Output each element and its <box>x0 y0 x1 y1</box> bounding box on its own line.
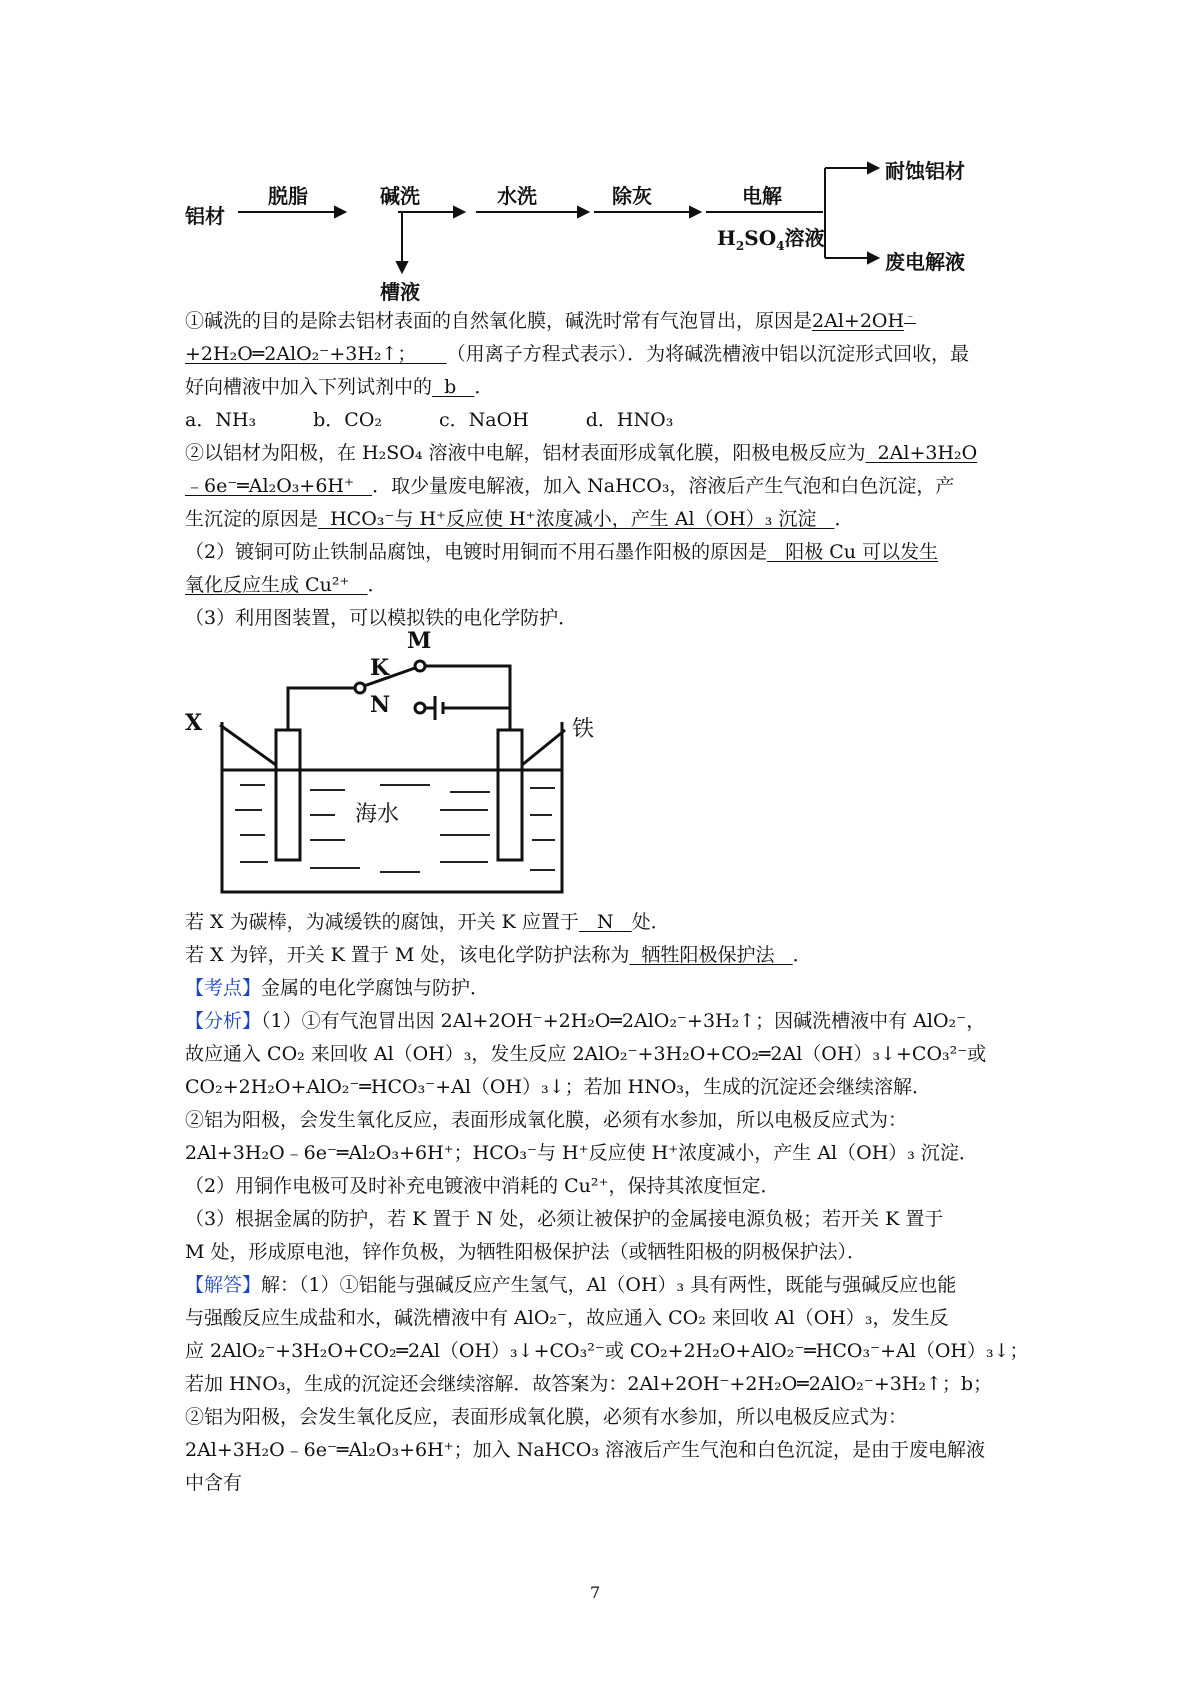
jieda-tag: 【解答】 <box>185 1274 262 1296</box>
text-line-3: 好向槽液中加入下列试剂中的 b ． <box>185 376 494 398</box>
text-line-12: 若 X 为锌，开关 K 置于 M 处，该电化学防护法称为 牺牲阳极保护法 ． <box>185 944 812 966</box>
kaodian-line: 【考点】金属的电化学腐蚀与防护． <box>185 977 490 999</box>
kaodian-tag: 【考点】 <box>185 977 262 999</box>
flow-output-waste-electrolyte: 废电解液 <box>885 250 965 274</box>
terminal-n-label: N <box>370 692 391 718</box>
jieda-line-1: 【解答】解：（1）①铝能与强碱反应产生氢气，Al（OH）₃ 具有两性，既能与强碱反应也能 <box>185 1274 957 1296</box>
answer-2: b <box>444 376 457 398</box>
flow-step-water-wash: 水洗 <box>497 184 537 208</box>
iron-electrode-label: 铁 <box>572 717 595 742</box>
flow-step-degrease: 脱脂 <box>268 184 308 208</box>
fenxi-line-5: 2Al+3H₂O﹣6e⁻═Al₂O₃+6H⁺；HCO₃⁻与 H⁺反应使 H⁺浓度减小，产生 Al（OH）₃ 沉淀． <box>185 1142 978 1164</box>
jieda-line-6: 2Al+3H₂O﹣6e⁻═Al₂O₃+6H⁺；加入 NaHCO₃ 溶液后产生气泡和白色沉淀，是由于废电解液 <box>185 1439 986 1461</box>
seawater-label: 海水 <box>355 802 400 827</box>
fenxi-line-4: ②铝为阳极，会发生氧化反应，表面形成氧化膜，必须有水参加，所以电极反应式为： <box>185 1109 908 1131</box>
answer-1-cont: +2H₂O═2AlO₂⁻+3H₂↑； <box>185 343 417 365</box>
circuit-figure <box>0 630 1200 930</box>
text-line-7: 生沉淀的原因是 HCO₃⁻与 H⁺反应使 H⁺浓度减小，产生 Al（OH）₃ 沉淀 ． <box>185 508 854 530</box>
options-line: a．NH₃ b．CO₂ c．NaOH d．HNO₃ <box>185 409 674 431</box>
jieda-line-4: 若加 HNO₃，生成的沉淀还会继续溶解．故答案为：2Al+2OH⁻+2H₂O═2AlO₂⁻+3H₂↑；b； <box>185 1373 993 1395</box>
answer-3: 2Al+3H₂O <box>877 442 978 464</box>
jieda-line-2: 与强酸反应生成盐和水，碱洗槽液中有 AlO₂⁻，故应通入 CO₂ 来回收 Al（OH）₃，发生反 <box>185 1307 949 1329</box>
jieda-line-7: 中含有 <box>185 1472 243 1494</box>
text-line-6: ﹣6e⁻═Al₂O₃+6H⁺ ．取少量废电解液，加入 NaHCO₃，溶液后产生气泡和白色沉淀，产 <box>185 475 955 497</box>
flow-start-label: 铝材 <box>185 204 225 228</box>
flow-electrolyte-label: $H_2SO_4$溶液 <box>717 226 825 253</box>
answer-7: 牺牲阳极保护法 <box>641 944 775 966</box>
flow-arrows <box>0 0 1200 300</box>
text-line-8: （2）镀铜可防止铁制品腐蚀，电镀时用铜而不用石墨作阳极的原因是 阳极 Cu 可以发生 <box>185 541 939 563</box>
fenxi-line-6: （2）用铜作电极可及时补充电镀液中消耗的 Cu²⁺，保持其浓度恒定． <box>185 1175 780 1197</box>
answer-1: 2Al+2OH <box>812 310 905 332</box>
answer-4: HCO₃⁻与 H⁺反应使 H⁺浓度减小，产生 Al（OH）₃ 沉淀 <box>330 508 817 530</box>
text-line-1: ①碱洗的目的是除去铝材表面的自然氧化膜，碱洗时常有气泡冒出，原因是2Al+2OH﹣ <box>185 308 917 332</box>
text-line-9: 氧化反应生成 Cu²⁺ ． <box>185 574 387 596</box>
answer-6: N <box>597 911 614 933</box>
answer-5-cont: 氧化反应生成 Cu²⁺ <box>185 574 350 596</box>
terminal-m-label: M <box>407 628 432 654</box>
fenxi-line-2: 故应通入 CO₂ 来回收 Al（OH）₃，发生反应 2AlO₂⁻+3H₂O+CO₂═2Al（OH）₃↓+CO₃²⁻或 <box>185 1043 987 1065</box>
flow-step-alkali-wash: 碱洗 <box>380 184 420 208</box>
text-line-2: +2H₂O═2AlO₂⁻+3H₂↑； （用离子方程式表示）．为将碱洗槽液中铝以沉淀形式回收，最 <box>185 343 970 365</box>
flow-output-tank-liquid: 槽液 <box>380 280 420 304</box>
flow-output-corrosion-resistant: 耐蚀铝材 <box>885 159 965 183</box>
text-line-11: 若 X 为碳棒，为减缓铁的腐蚀，开关 K 应置于 N 处． <box>185 911 670 933</box>
text-line-5: ②以铝材为阳极，在 H₂SO₄ 溶液中电解，铝材表面形成氧化膜，阳极电极反应为 2Al+3H₂O <box>185 442 978 464</box>
fenxi-line-1: 【分析】（1）①有气泡冒出因 2Al+2OH⁻+2H₂O═2AlO₂⁻+3H₂↑；因碱洗槽液中有 AlO₂⁻， <box>185 1010 986 1032</box>
fenxi-line-8: M 处，形成原电池，锌作负极，为牺牲阳极保护法（或牺牲阳极的阴极保护法）． <box>185 1241 866 1263</box>
answer-5: 阳极 Cu 可以发生 <box>785 541 939 563</box>
page-number: 7 <box>590 1583 601 1602</box>
fenxi-line-3: CO₂+2H₂O+AlO₂⁻═HCO₃⁻+Al（OH）₃↓；若加 HNO₃，生成的沉淀还会继续溶解． <box>185 1076 932 1098</box>
jieda-line-5: ②铝为阳极，会发生氧化反应，表面形成氧化膜，必须有水参加，所以电极反应式为： <box>185 1406 908 1428</box>
jieda-line-3: 应 2AlO₂⁻+3H₂O+CO₂═2Al（OH）₃↓+CO₃²⁻或 CO₂+2H₂O+AlO₂⁻═HCO₃⁻+Al（OH）₃↓； <box>185 1340 1029 1362</box>
fenxi-line-7: （3）根据金属的防护，若 K 置于 N 处，必须让被保护的金属接电源负极；若开关 K 置于 <box>185 1208 944 1230</box>
answer-3-cont: ﹣6e⁻═Al₂O₃+6H⁺ <box>185 475 355 497</box>
flow-step-electrolysis: 电解 <box>742 184 782 208</box>
fenxi-tag: 【分析】 <box>185 1010 262 1032</box>
text-line-10: （3）利用图装置，可以模拟铁的电化学防护． <box>185 607 578 629</box>
flow-step-ash-removal: 除灰 <box>612 184 652 208</box>
electrode-x-label: X <box>185 710 203 736</box>
switch-k-label: K <box>370 655 390 681</box>
